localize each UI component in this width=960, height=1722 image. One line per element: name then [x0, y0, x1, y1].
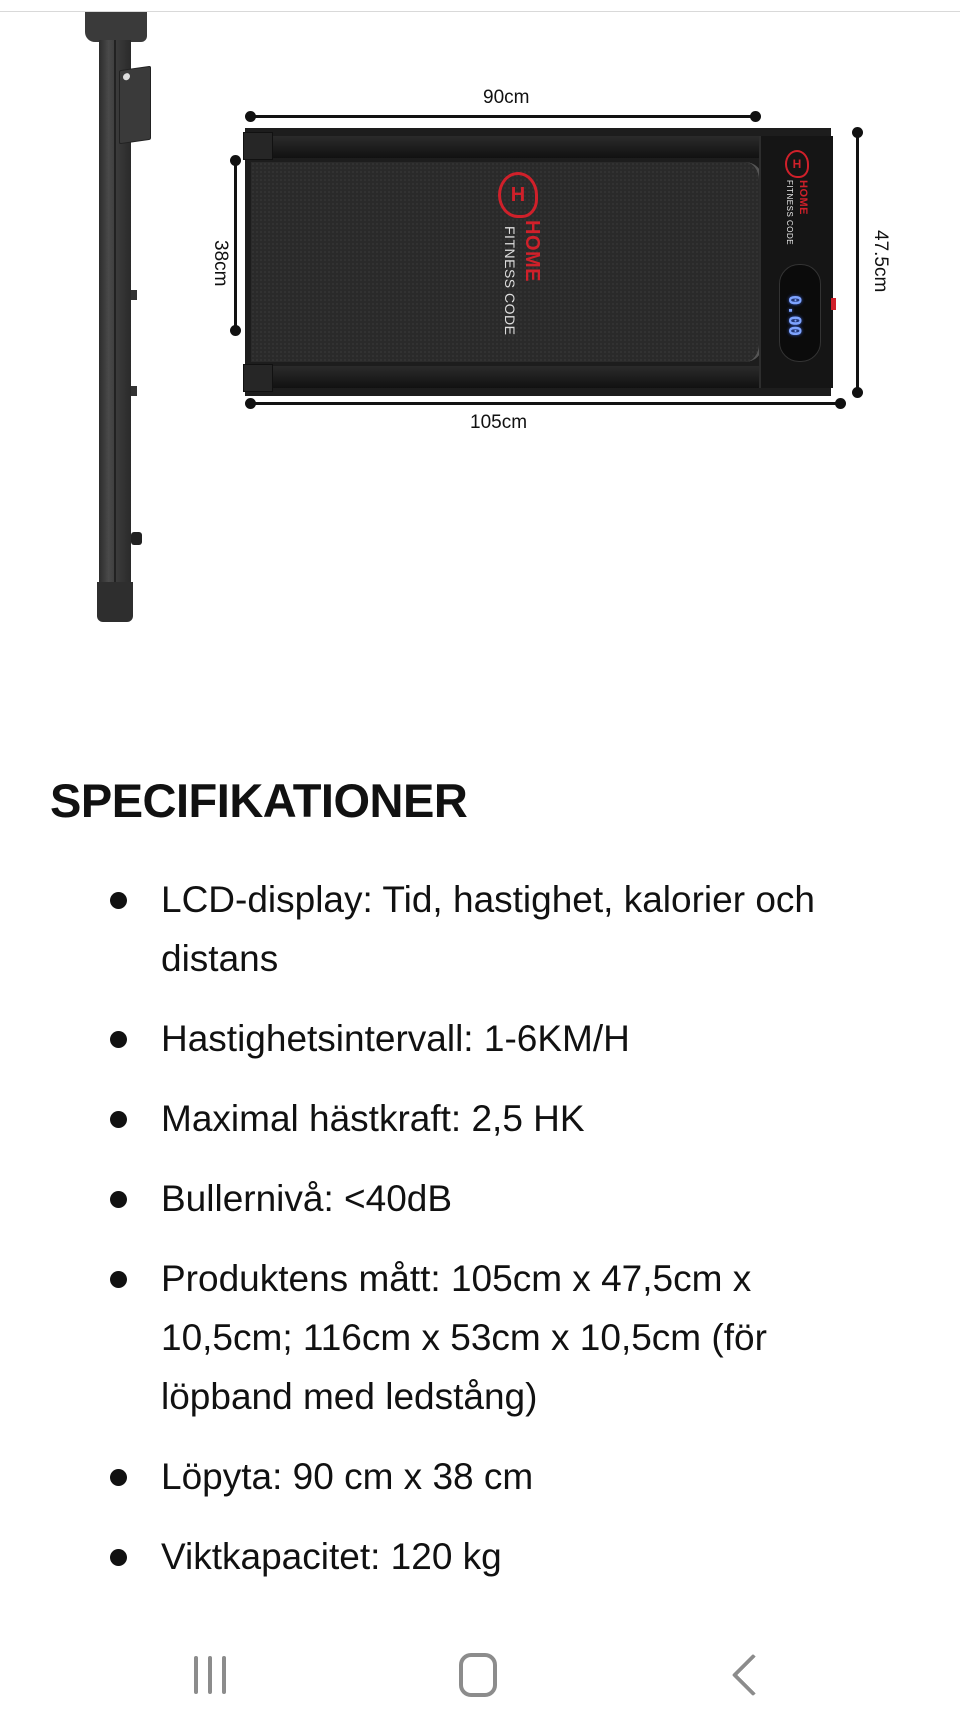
- dim-dot: [750, 111, 761, 122]
- dim-dot: [230, 325, 241, 336]
- recents-icon-bar: [194, 1656, 198, 1694]
- bullet-icon: [110, 1271, 127, 1288]
- dim-label-belt-length: 90cm: [483, 87, 530, 108]
- spec-text: Bullernivå: <40dB: [161, 1178, 453, 1219]
- recents-icon-bar: [208, 1656, 212, 1694]
- spec-item-lcd: [0, 870, 960, 988]
- dim-line-total-length: [250, 402, 840, 405]
- console-logo-icon: H: [785, 150, 809, 178]
- recents-icon-bar: [222, 1656, 226, 1694]
- dim-line-belt-width: [234, 160, 237, 330]
- rail-knob: [131, 532, 142, 545]
- dim-label-belt-width: 38cm: [210, 240, 231, 287]
- spec-item-dimensions: [0, 1249, 960, 1426]
- treadmill-console: [759, 136, 833, 388]
- home-icon: [459, 1653, 497, 1697]
- dim-dot: [835, 398, 846, 409]
- dim-line-belt-length: [250, 115, 755, 118]
- bullet-icon: [110, 1191, 127, 1208]
- lcd-display: [779, 264, 821, 362]
- rail-tab: [131, 386, 137, 396]
- spec-item-running-surface: [0, 1447, 960, 1506]
- spec-item-noise: [0, 1169, 960, 1228]
- brand-name: HOME: [521, 220, 543, 282]
- bullet-icon: [110, 1111, 127, 1128]
- spec-text: Hastighetsintervall: 1-6KM/H: [161, 1018, 630, 1059]
- spec-item-speed: [0, 1009, 960, 1068]
- spec-item-horsepower: [0, 1089, 960, 1148]
- spec-text: Maximal hästkraft: 2,5 HK: [161, 1098, 585, 1139]
- rail-tab: [131, 290, 137, 300]
- bullet-icon: [110, 1549, 127, 1566]
- treadmill-top-view: [245, 128, 831, 396]
- treadmill-rail-bottom: [245, 366, 760, 388]
- spec-text: Löpyta: 90 cm x 38 cm: [161, 1456, 534, 1497]
- spec-text: LCD-display: Tid, hastighet, kalorier och distans: [161, 879, 815, 979]
- specs-list: [0, 870, 960, 1607]
- console-brand-subline: FITNESS CODE: [785, 180, 794, 246]
- spec-text: Produktens mått: 105cm x 47,5cm x 10,5cm; 116cm x 53cm x 10,5cm (för löpband med ledstång): [161, 1258, 767, 1417]
- bullet-icon: [110, 1031, 127, 1048]
- safety-key: [831, 298, 836, 310]
- treadmill-rail-top: [245, 136, 760, 158]
- recent-apps-button[interactable]: [170, 1645, 250, 1705]
- system-nav-bar: [0, 1625, 960, 1722]
- console-brand-name: HOME: [797, 180, 809, 215]
- bullet-icon: [110, 892, 127, 909]
- home-button[interactable]: [438, 1645, 518, 1705]
- spec-text: Viktkapacitet: 120 kg: [161, 1536, 502, 1577]
- treadmill-endcap: [243, 364, 273, 392]
- rail-foot: [97, 582, 133, 622]
- treadmill-endcap: [243, 132, 273, 160]
- back-button[interactable]: [706, 1645, 786, 1705]
- spec-item-weight-capacity: [0, 1527, 960, 1586]
- dim-dot: [852, 387, 863, 398]
- brand-subline: FITNESS CODE: [502, 226, 518, 336]
- dim-label-total-length: 105cm: [470, 412, 528, 433]
- rail-handle: [119, 66, 151, 144]
- brand-logo-icon: H: [498, 172, 538, 218]
- dim-label-total-width: 47.5cm: [870, 230, 891, 293]
- product-image: [0, 12, 960, 632]
- lcd-display-value: 0.00: [784, 295, 804, 336]
- dim-line-total-width: [856, 132, 859, 392]
- rail-cap: [85, 12, 147, 42]
- back-chevron-icon: [732, 1654, 774, 1696]
- side-rail-illustration: [99, 12, 133, 622]
- specs-heading: SPECIFIKATIONER: [50, 774, 468, 827]
- bullet-icon: [110, 1469, 127, 1486]
